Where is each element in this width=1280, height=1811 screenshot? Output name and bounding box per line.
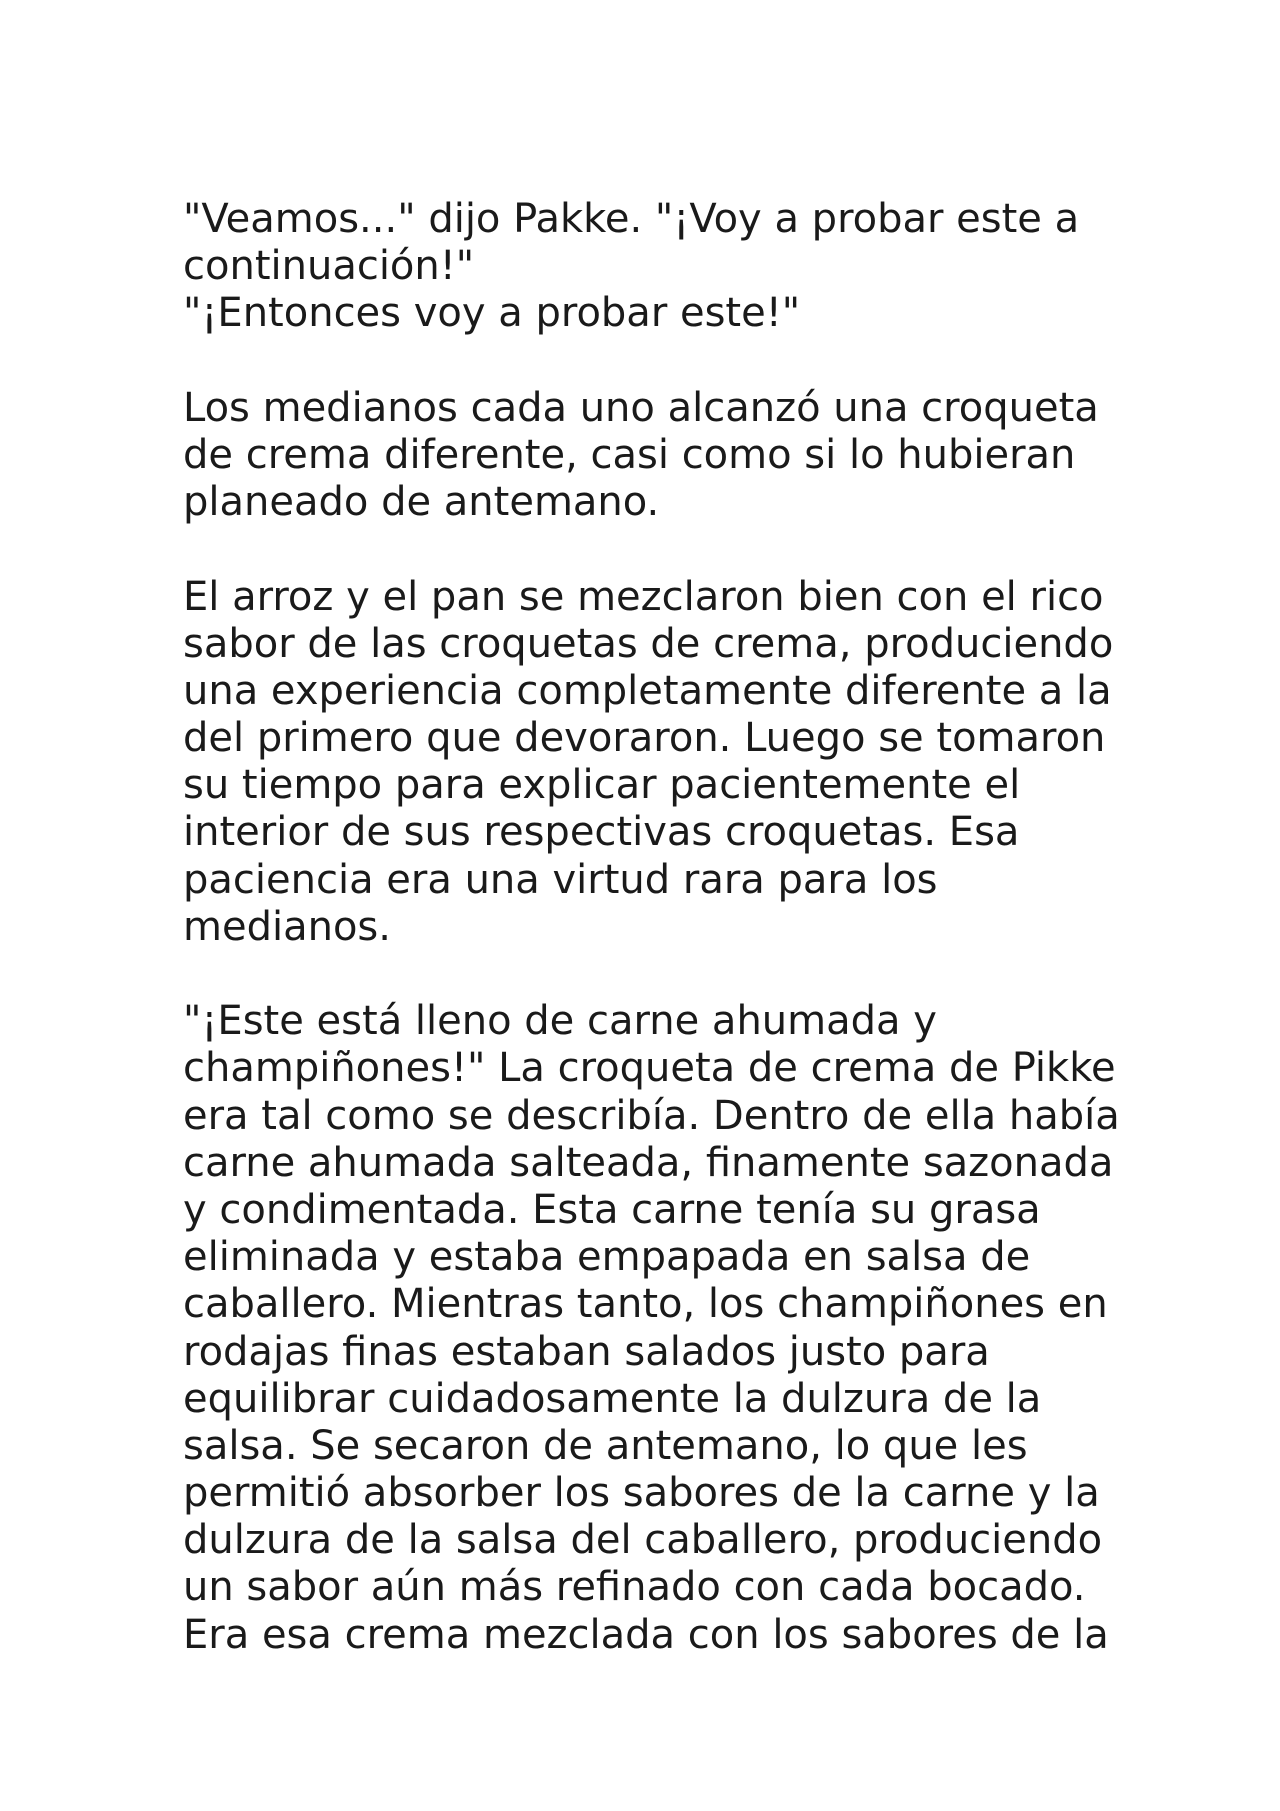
text-line: rodajas finas estaban salados justo para <box>183 1328 990 1375</box>
text-line: y condimentada. Esta carne tenía su grasa <box>183 1186 1041 1233</box>
paragraph-3 <box>183 574 1113 952</box>
text-line: dulzura de la salsa del caballero, produciendo <box>183 1517 1103 1564</box>
paragraph-2 <box>183 385 1113 527</box>
text-line: champiñones!" La croqueta de crema de Pikke <box>183 1045 1116 1092</box>
text-line: su tiempo para explicar pacientemente el <box>183 762 1021 809</box>
text-line: paciencia era una virtud rara para los <box>183 856 938 903</box>
text-line: salsa. Se secaron de antemano, lo que les <box>183 1422 1028 1469</box>
text-line: Era esa crema mezclada con los sabores de la <box>183 1611 1109 1658</box>
text-line: caballero. Mientras tanto, los champiñones en <box>183 1281 1108 1328</box>
text-line: era tal como se describía. Dentro de ella había <box>183 1092 1120 1139</box>
body-text <box>183 196 1120 1659</box>
text-line: equilibrar cuidadosamente la dulzura de la <box>183 1375 1042 1422</box>
paragraph-gap <box>183 526 1113 573</box>
text-line: El arroz y el pan se mezclaron bien con el rico <box>183 573 1104 620</box>
text-line: de crema diferente, casi como si lo hubieran <box>183 431 1076 478</box>
text-line: eliminada y estaba empapada en salsa de <box>183 1234 1031 1281</box>
text-line: carne ahumada salteada, finamente sazonada <box>183 1139 1114 1186</box>
paragraph-1 <box>183 196 1113 338</box>
text-line: interior de sus respectivas croquetas. Esa <box>183 809 1020 856</box>
paragraph-gap <box>183 951 1113 998</box>
text-line: "¡Entonces voy a probar este!" <box>183 290 801 337</box>
text-line: un sabor aún más refinado con cada bocado. <box>183 1564 1086 1611</box>
text-line: sabor de las croquetas de crema, produciendo <box>183 620 1114 667</box>
text-line: Los medianos cada uno alcanzó una croqueta <box>183 384 1099 431</box>
text-line: "¡Este está lleno de carne ahumada y <box>183 998 937 1045</box>
text-line: continuación!" <box>183 243 475 290</box>
text-line: permitió absorber los sabores de la carne y la <box>183 1470 1100 1517</box>
text-line: medianos. <box>183 903 391 950</box>
text-line: una experiencia completamente diferente a la <box>183 667 1112 714</box>
text-line: del primero que devoraron. Luego se tomaron <box>183 715 1106 762</box>
text-line: planeado de antemano. <box>183 479 660 526</box>
paragraph-gap <box>183 338 1113 385</box>
paragraph-4 <box>183 998 1120 1659</box>
text-line: "Veamos..." dijo Pakke. "¡Voy a probar este a <box>183 196 1080 242</box>
